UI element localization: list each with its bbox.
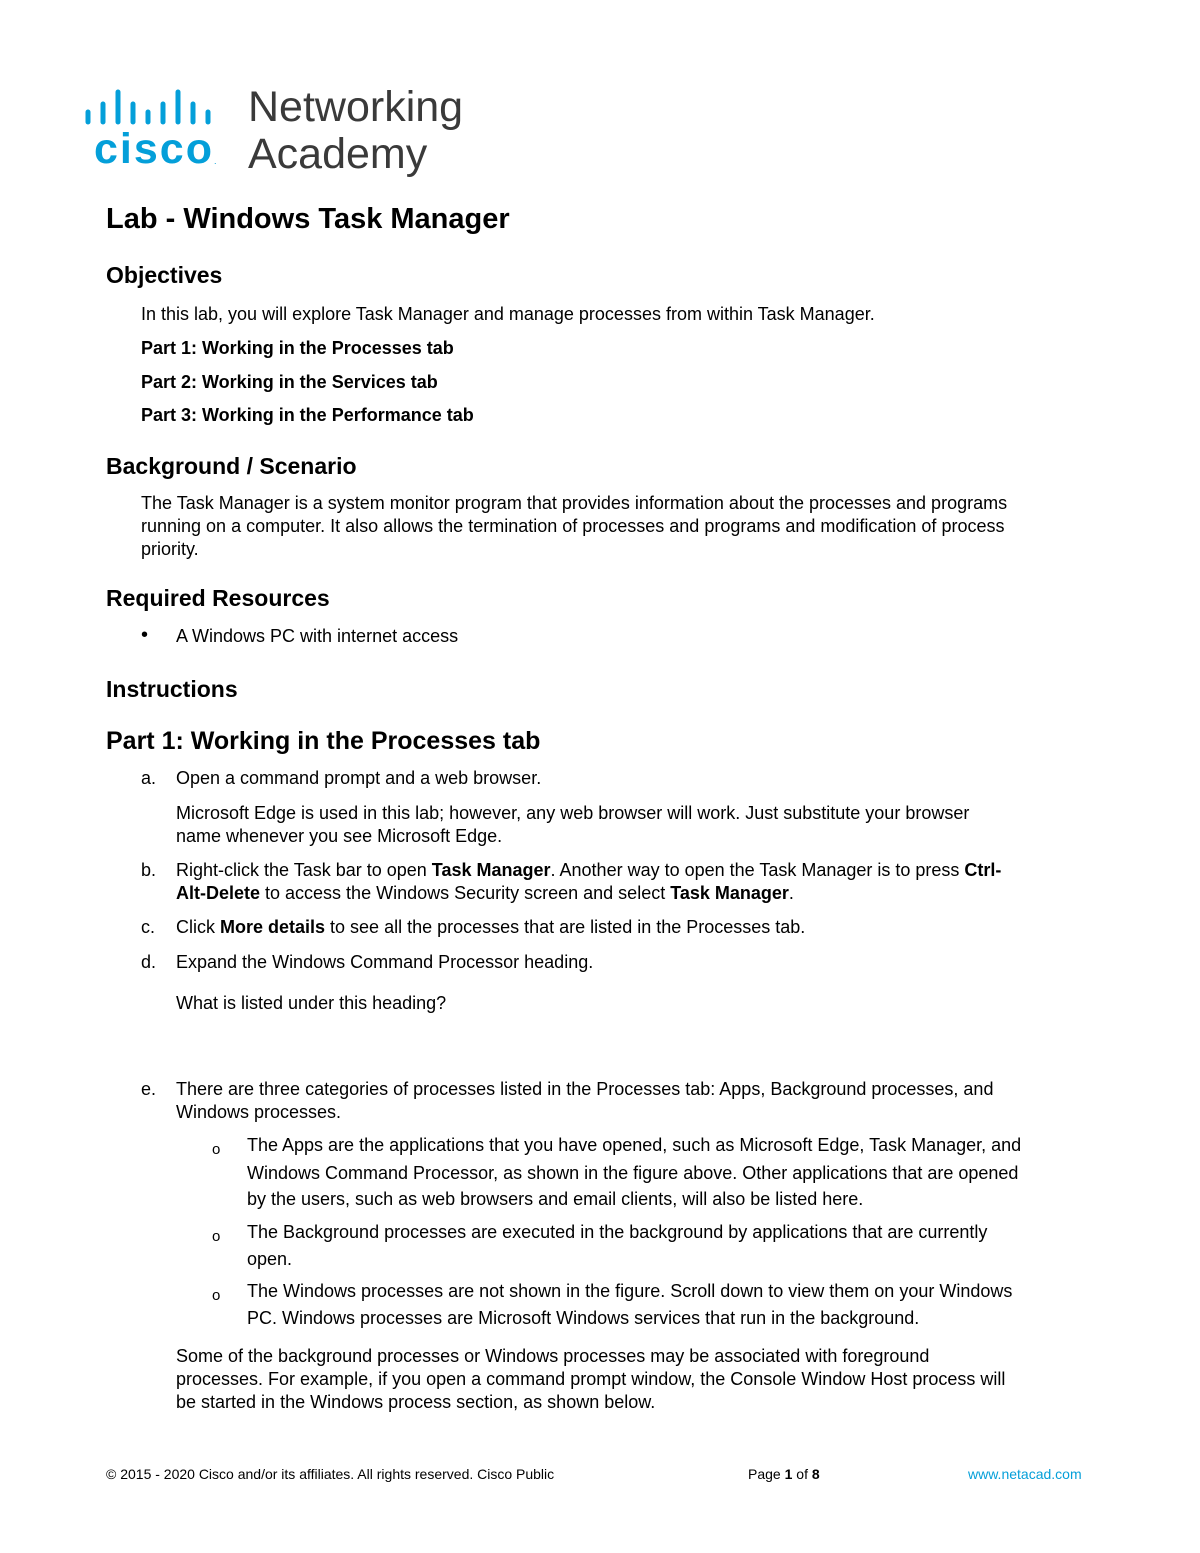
- footer-copyright: © 2015 - 2020 Cisco and/or its affiliates. All rights reserved. Cisco Public: [106, 1466, 555, 1482]
- sub-bullet-1-line-3: by the users, such as web browsers and email clients, will also be listed here.: [247, 1189, 864, 1209]
- step-c-marker: c.: [141, 917, 156, 937]
- sub-bullet-marker: o: [212, 1141, 221, 1158]
- cisco-wordmark: cisco: [94, 125, 214, 173]
- instructions-heading: Instructions: [106, 676, 238, 702]
- step-b-text: to access the Windows Security screen and select: [260, 883, 671, 903]
- step-b-bold: Ctrl-: [964, 860, 1002, 880]
- background-heading: Background / Scenario: [106, 453, 357, 479]
- step-b-line-2: [176, 882, 794, 905]
- step-e-line-2: Windows processes.: [176, 1102, 342, 1122]
- sub-bullet-3-line-2: PC. Windows processes are Microsoft Windows services that run in the background.: [247, 1308, 920, 1328]
- step-b-marker: b.: [141, 860, 157, 880]
- step-a-text: Open a command prompt and a web browser.: [176, 768, 542, 788]
- step-e-closing-line-2: processes. For example, if you open a command prompt window, the Console Window Host process will: [176, 1369, 1006, 1389]
- sub-bullet-1-line-2: Windows Command Processor, as shown in the figure above. Other applications that are opened: [247, 1163, 1019, 1183]
- step-e-marker: e.: [141, 1079, 157, 1099]
- background-line-3: priority.: [141, 539, 199, 559]
- step-c-text: [176, 916, 805, 939]
- objectives-part-2: Part 2: Working in the Services tab: [141, 372, 438, 392]
- step-b-bold: Task Manager: [431, 860, 551, 880]
- step-d-marker: d.: [141, 952, 157, 972]
- part1-heading: Part 1: Working in the Processes tab: [106, 727, 541, 755]
- sub-bullet-marker: o: [212, 1287, 221, 1304]
- step-b-text: . Another way to open the Task Manager is to press: [550, 860, 965, 880]
- sub-bullet-2-line-1: The Background processes are executed in the background by applications that are currently: [247, 1222, 988, 1242]
- step-c-text-part: to see all the processes that are listed in the Processes tab.: [325, 917, 806, 937]
- step-e-closing-line-3: be started in the Windows process section, as shown below.: [176, 1392, 656, 1412]
- step-b-bold: Alt-Delete: [176, 883, 261, 903]
- footer-netacad-link[interactable]: www.netacad.com: [968, 1466, 1082, 1482]
- resource-item: A Windows PC with internet access: [176, 626, 459, 646]
- step-e-closing-line-1: Some of the background processes or Windows processes may be associated with foreground: [176, 1346, 930, 1366]
- step-a-note-line-1: Microsoft Edge is used in this lab; however, any web browser will work. Just substitute your browser: [176, 803, 970, 823]
- step-d-text: Expand the Windows Command Processor heading.: [176, 952, 594, 972]
- logo-academy-text: Academy: [248, 130, 428, 178]
- cisco-trademark: .: [214, 156, 217, 166]
- sub-bullet-2-line-2: open.: [247, 1249, 293, 1269]
- footer-page-number: [748, 1467, 820, 1481]
- step-c-text-part: Click: [176, 917, 220, 937]
- objectives-intro: In this lab, you will explore Task Manager and manage processes from within Task Manager.: [141, 304, 875, 324]
- footer-page-label: Page: [748, 1466, 785, 1482]
- step-a-marker: a.: [141, 768, 157, 788]
- footer-page-current: 1: [784, 1466, 793, 1482]
- step-d-question: What is listed under this heading?: [176, 993, 447, 1013]
- background-line-1: The Task Manager is a system monitor program that provides information about the processes and programs: [141, 493, 1008, 513]
- objectives-heading: Objectives: [106, 262, 223, 288]
- background-line-2: running on a computer. It also allows the termination of processes and programs and modification of process: [141, 516, 1005, 536]
- sub-bullet-marker: o: [212, 1228, 221, 1245]
- step-c-bold: More details: [220, 917, 326, 937]
- step-e-line-1: There are three categories of processes listed in the Processes tab: Apps, Background processes, and: [176, 1079, 994, 1099]
- resources-heading: Required Resources: [106, 585, 330, 611]
- logo-networking-text: Networking: [248, 83, 464, 131]
- step-b-text: Right-click the Task bar to open: [176, 860, 432, 880]
- sub-bullet-3-line-1: The Windows processes are not shown in the figure. Scroll down to view them on your Windows: [247, 1281, 1013, 1301]
- resource-bullet: •: [141, 624, 149, 646]
- objectives-part-1: Part 1: Working in the Processes tab: [141, 338, 454, 358]
- objectives-part-3: Part 3: Working in the Performance tab: [141, 405, 474, 425]
- step-b-line-1: [176, 859, 1001, 882]
- page-title: Lab - Windows Task Manager: [106, 203, 510, 235]
- footer-page-total: 8: [811, 1466, 820, 1482]
- step-a-note-line-2: name whenever you see Microsoft Edge.: [176, 826, 503, 846]
- footer-of-label: of: [792, 1466, 812, 1482]
- step-b-text: .: [788, 883, 794, 903]
- step-b-bold: Task Manager: [670, 883, 789, 903]
- sub-bullet-1-line-1: The Apps are the applications that you have opened, such as Microsoft Edge, Task Manager, and: [247, 1135, 1022, 1155]
